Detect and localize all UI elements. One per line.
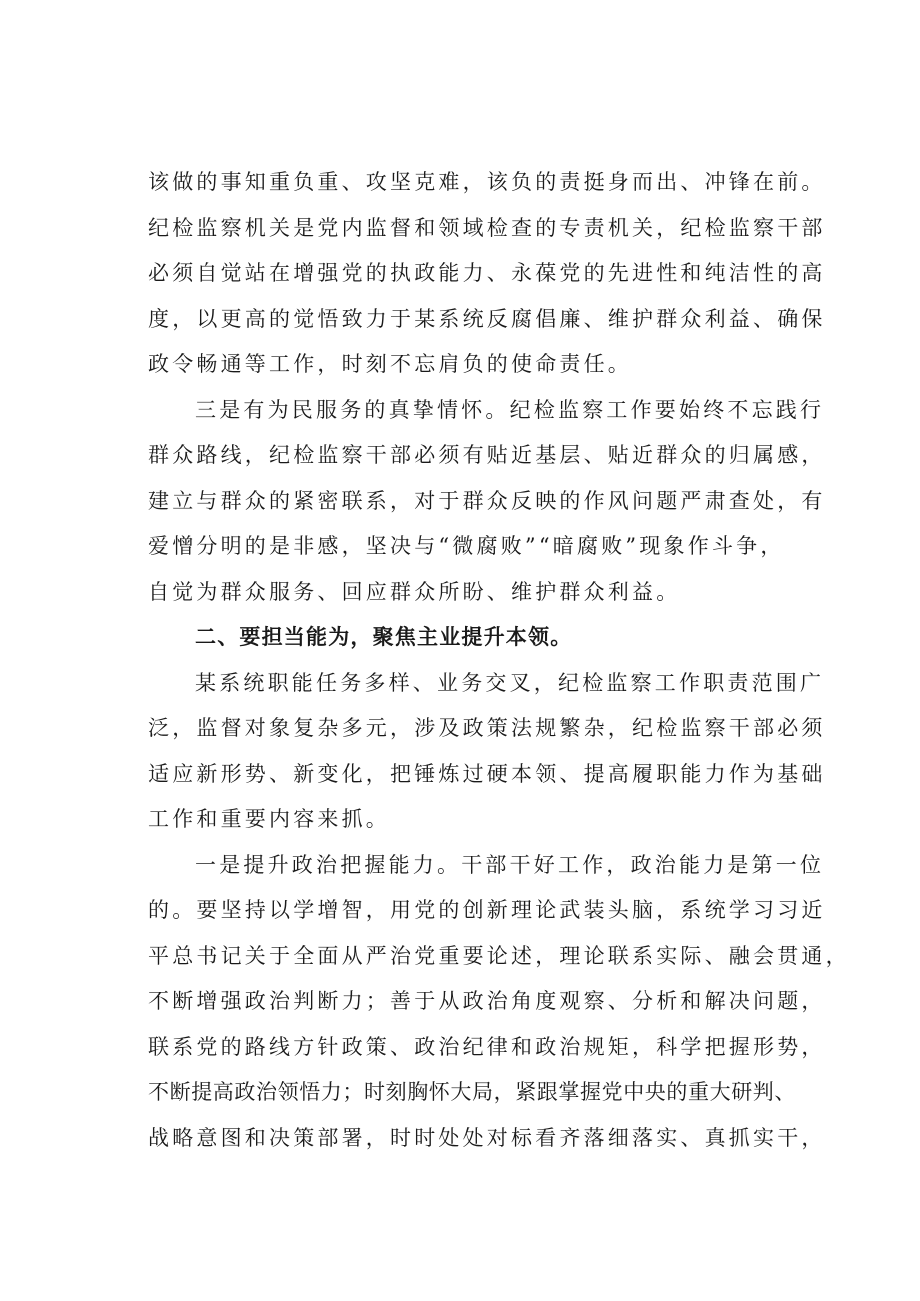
text-line: 战略意图和决策部署，时时处处对标看齐落细落实、真抓实干， <box>148 1125 826 1150</box>
document-body <box>148 160 850 1161</box>
paragraph-2 <box>148 388 826 616</box>
text-line: 不断提高政治领悟力；时刻胸怀大局，紧跟掌握党中央的重大研判、 <box>148 1080 796 1104</box>
text-line: 建立与群众的紧密联系，对于群众反映的作风问题严肃查处，有 <box>148 488 826 513</box>
text-line: 不断增强政治判断力；善于从政治角度观察、分析和解决问题， <box>148 989 826 1013</box>
text-line: 群众路线，纪检监察干部必须有贴近基层、贴近群众的归属感， <box>148 443 826 467</box>
text-line: 三是有为民服务的真挚情怀。纪检监察工作要始终不忘践行 <box>195 397 825 422</box>
paragraph-3 <box>148 661 826 843</box>
text-line: 工作和重要内容来抓。 <box>148 807 390 831</box>
text-line: 的。要坚持以学增智，用党的创新理论武装头脑，系统学习习近 <box>148 898 826 922</box>
paragraph-4 <box>148 843 850 1162</box>
text-line: 平总书记关于全面从严治党重要论述，理论联系实际、融会贯通， <box>148 943 850 968</box>
text-line: 度，以更高的觉悟致力于某系统反腐倡廉、维护群众利益、确保 <box>148 306 826 331</box>
text-line: 必须自觉站在增强党的执政能力、永葆党的先进性和纯洁性的高 <box>148 261 826 285</box>
text-line: 泛，监督对象复杂多元，涉及政策法规繁杂，纪检监察干部必须 <box>148 716 826 740</box>
section-heading: 二、要担当能为，聚焦主业提升本领。 <box>195 625 573 649</box>
text-line: 爱憎分明的是非感，坚决与“微腐败”“暗腐败”现象作斗争， <box>148 534 785 558</box>
text-line: 该做的事知重负重、攻坚克难，该负的责挺身而出、冲锋在前。 <box>148 170 826 194</box>
text-line: 联系党的路线方针政策、政治纪律和政治规矩，科学把握形势， <box>148 1034 826 1059</box>
text-line: 政令畅通等工作，时刻不忘肩负的使命责任。 <box>148 352 632 376</box>
text-line: 一是提升政治把握能力。干部干好工作，政治能力是第一位 <box>195 852 825 877</box>
text-line: 纪检监察机关是党内监督和领域检查的专责机关，纪检监察干部 <box>148 215 826 240</box>
text-line: 某系统职能任务多样、业务交叉，纪检监察工作职责范围广 <box>195 670 825 695</box>
text-line: 适应新形势、新变化，把锤炼过硬本领、提高履职能力作为基础 <box>148 761 826 786</box>
text-line: 自觉为群众服务、回应群众所盼、维护群众利益。 <box>148 579 681 604</box>
paragraph-1 <box>148 160 826 388</box>
